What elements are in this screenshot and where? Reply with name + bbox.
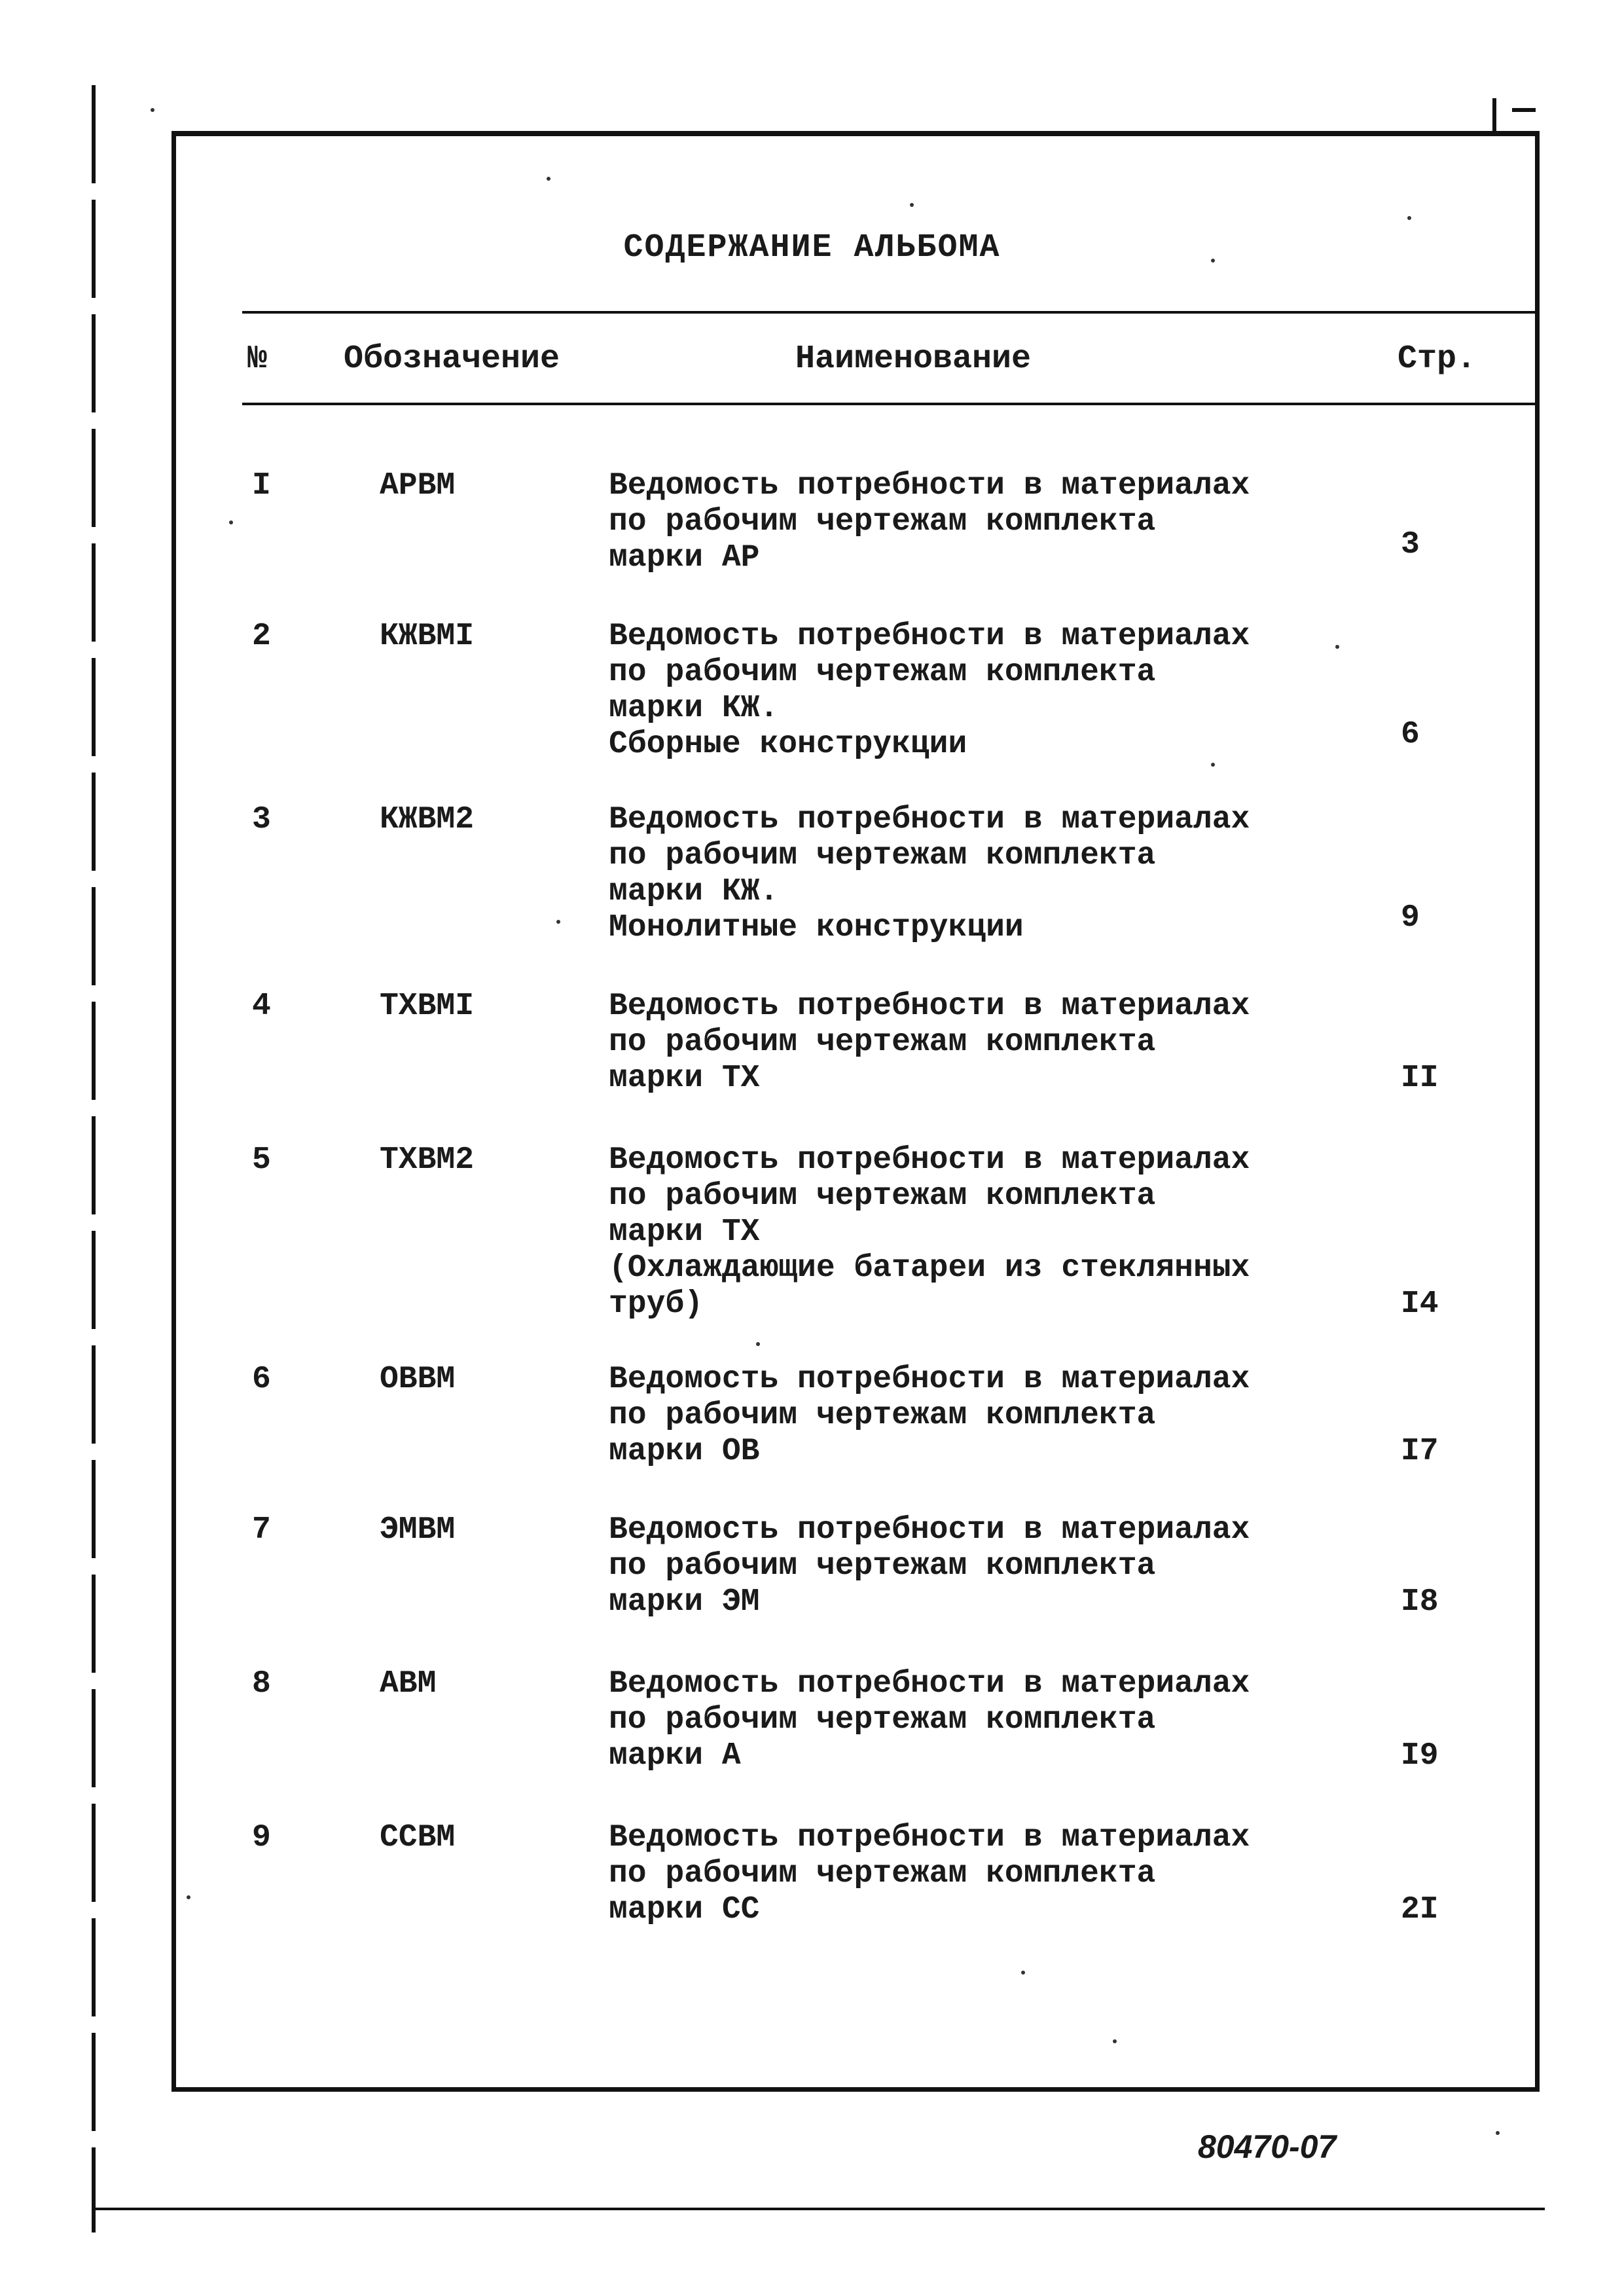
- row-designation: АРВМ: [380, 468, 456, 503]
- row-designation: ТХВМ2: [380, 1142, 475, 1178]
- row-description: [609, 1142, 1250, 1322]
- row-page: II: [1401, 1061, 1439, 1096]
- row-designation: ОВВМ: [380, 1362, 456, 1397]
- row-description-line: по рабочим чертежам комплекта: [609, 655, 1156, 690]
- row-number: 6: [252, 1362, 271, 1397]
- row-designation: КЖВМ2: [380, 802, 475, 837]
- row-description: [609, 468, 1250, 576]
- row-page: I4: [1401, 1286, 1439, 1322]
- row-description: [609, 1666, 1250, 1774]
- scan-speck: [556, 920, 560, 924]
- row-description-line: по рабочим чертежам комплекта: [609, 504, 1156, 539]
- row-description-line: марки СС: [609, 1892, 760, 1927]
- scan-speck: [910, 203, 914, 207]
- scan-speck: [1211, 763, 1215, 767]
- row-description-line: по рабочим чертежам комплекта: [609, 838, 1156, 873]
- row-designation: АВМ: [380, 1666, 437, 1702]
- row-description-line: Монолитные конструкции: [609, 910, 1024, 945]
- row-designation: КЖВМI: [380, 619, 475, 654]
- row-number: 9: [252, 1820, 271, 1855]
- row-description-line: по рабочим чертежам комплекта: [609, 1025, 1156, 1060]
- scan-speck: [151, 108, 154, 112]
- row-page: 3: [1401, 527, 1420, 562]
- row-description-line: Ведомость потребности в материалах: [609, 1666, 1250, 1702]
- row-description-line: марки КЖ.: [609, 691, 779, 726]
- header-number: №: [247, 340, 268, 378]
- row-number: 3: [252, 802, 271, 837]
- row-description: [609, 619, 1250, 763]
- row-description: [609, 989, 1250, 1097]
- row-description: [609, 802, 1250, 946]
- row-designation: ЭМВМ: [380, 1512, 456, 1548]
- scan-speck: [1113, 2039, 1117, 2043]
- row-description-line: марки ЭМ: [609, 1584, 760, 1620]
- row-description-line: по рабочим чертежам комплекта: [609, 1398, 1156, 1433]
- row-description-line: Ведомость потребности в материалах: [609, 468, 1250, 503]
- scan-speck: [547, 177, 550, 181]
- header-top-rule: [242, 311, 1540, 314]
- scan-speck: [1021, 1971, 1025, 1975]
- scan-speck: [1496, 2131, 1500, 2135]
- scan-speck: [1335, 645, 1339, 649]
- scan-speck: [1407, 216, 1411, 220]
- row-page: I9: [1401, 1738, 1439, 1774]
- header-page: Стр.: [1398, 340, 1477, 378]
- row-description-line: Ведомость потребности в материалах: [609, 1820, 1250, 1855]
- document-number: 80470-07: [1198, 2128, 1337, 2165]
- row-description-line: по рабочим чертежам комплекта: [609, 1548, 1156, 1584]
- row-number: I: [252, 468, 271, 503]
- row-page: I8: [1401, 1584, 1439, 1620]
- row-description-line: Сборные конструкции: [609, 727, 967, 762]
- scan-speck: [187, 1895, 190, 1899]
- row-description-line: труб): [609, 1286, 704, 1322]
- header-bottom-rule: [242, 403, 1540, 405]
- row-page: I7: [1401, 1434, 1439, 1469]
- row-number: 8: [252, 1666, 271, 1702]
- left-binding-line: [92, 85, 96, 2232]
- row-description-line: по рабочим чертежам комплекта: [609, 1702, 1156, 1738]
- row-description-line: Ведомость потребности в материалах: [609, 619, 1250, 654]
- row-description-line: Ведомость потребности в материалах: [609, 1512, 1250, 1548]
- row-number: 5: [252, 1142, 271, 1178]
- row-number: 4: [252, 989, 271, 1024]
- row-number: 7: [252, 1512, 271, 1548]
- scan-speck: [229, 520, 233, 524]
- corner-dash: [1512, 108, 1536, 112]
- row-designation: ССВМ: [380, 1820, 456, 1855]
- row-description-line: по рабочим чертежам комплекта: [609, 1856, 1156, 1891]
- row-description-line: марки ТХ: [609, 1061, 760, 1096]
- row-description-line: Ведомость потребности в материалах: [609, 989, 1250, 1024]
- row-description-line: марки ОВ: [609, 1434, 760, 1469]
- row-description-line: по рабочим чертежам комплекта: [609, 1178, 1156, 1214]
- row-page: 2I: [1401, 1892, 1439, 1927]
- row-designation: ТХВМI: [380, 989, 475, 1024]
- corner-mark: [1473, 98, 1496, 135]
- row-description: [609, 1512, 1250, 1620]
- row-description-line: марки АР: [609, 540, 760, 575]
- header-name: Наименование: [795, 340, 1032, 378]
- row-description-line: Ведомость потребности в материалах: [609, 1362, 1250, 1397]
- row-number: 2: [252, 619, 271, 654]
- album-contents-title: СОДЕРЖАНИЕ АЛЬБОМА: [623, 229, 1001, 266]
- row-page: 9: [1401, 900, 1420, 936]
- scan-speck: [1211, 259, 1215, 263]
- row-description-line: (Охлаждающие батареи из стеклянных: [609, 1250, 1250, 1286]
- bottom-rule: [92, 2208, 1545, 2210]
- row-description: [609, 1820, 1250, 1928]
- row-description: [609, 1362, 1250, 1470]
- row-page: 6: [1401, 717, 1420, 752]
- scan-speck: [756, 1342, 760, 1346]
- row-description-line: марки А: [609, 1738, 741, 1774]
- row-description-line: марки КЖ.: [609, 874, 779, 909]
- row-description-line: марки ТХ: [609, 1214, 760, 1250]
- row-description-line: Ведомость потребности в материалах: [609, 1142, 1250, 1178]
- row-description-line: Ведомость потребности в материалах: [609, 802, 1250, 837]
- header-designation: Обозначение: [344, 340, 560, 378]
- page-frame: [171, 131, 1540, 2092]
